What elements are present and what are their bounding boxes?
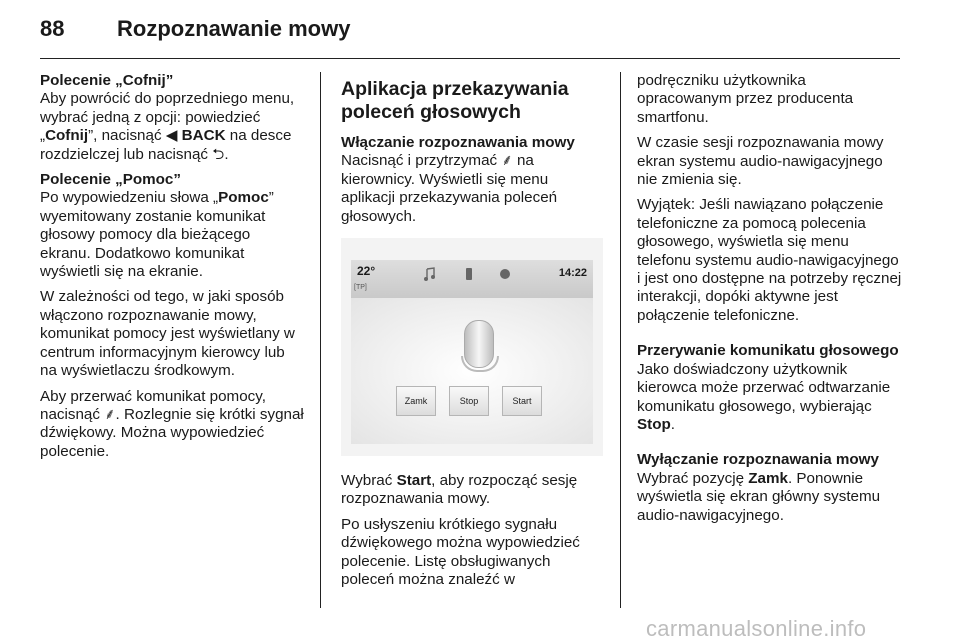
screen-main-area [351,298,593,444]
przerywanie-text: Jako doświadczony użytkownik kierowca może przerwać odtwarzanie komunikatu głosowego, wybierając Stop. [637,360,891,433]
wylaczanie-text: Wybrać pozycję Zamk. Ponownie wyświetla się ekran główny systemu audio-nawigacyjnego. [637,469,881,524]
zamk-button[interactable]: Zamk [396,386,436,416]
right-paragraph-1: podręczniku użytkownika opracowanym przez producenta smartfonu. [637,72,854,126]
pomoc-keyword: Pomoc [218,189,269,207]
pomoc-paragraph-3: Aby przerwać komunikat pomocy, nacisnąć ⸙. Rozlegnie się krótki sygnał dźwiękowy. Można wypowiedzieć polecenie. [40,387,304,460]
back-key-label: ◀ BACK [165,127,226,145]
music-note-icon [423,267,435,281]
wlaczanie-heading: Włączanie rozpoznawania mowy [341,134,575,151]
right-paragraph-3: Wyjątek: Jeśli nawiązano połączenie telefoniczne za pomocą polecenia głosowego, wyświetla się menu telefonu systemu audio-nawigacyjnego i jest ono dostępne na potrzeby ręcznej interakcji, dopóki aktywne jest połączenie telefoniczne. [637,196,902,324]
pomoc-heading: Polecenie „Pomoc” [40,171,181,189]
column-left [40,72,304,468]
right-paragraph-2: W czasie sesji rozpoznawania mowy ekran systemu audio-nawigacyjnego nie zmienia się. [637,134,884,189]
section-title: Aplikacja przekazywania poleceń głosowych [341,78,569,123]
przerywanie-heading: Przerywanie komunikatu głosowego [637,342,899,360]
cofnij-text: Aby powrócić do poprzedniego menu, wybrać jedną z opcji: powiedzieć „Cofnij”, nacisnąć ◀ BACK na desce rozdzielczej lub nacisnąć ⮌. [40,90,295,163]
start-instruction: Wybrać Start, aby rozpocząć sesję rozpoznawania mowy. [341,472,578,508]
screen-status-bar [351,260,593,299]
zamk-keyword: Zamk [748,469,788,487]
microphone-stand-icon [461,356,499,372]
pomoc-text: Po wypowiedzeniu słowa „Pomoc” wyemitowany zostanie komunikat głosowy pomocy dla bieżącego ekranu. Dodatkowo komunikat wyświetli się na ekranie. [40,189,274,281]
cofnij-keyword: Cofnij [45,127,89,145]
phone-icon [463,267,475,281]
page-header [40,14,900,54]
watermark: carmanualsonline.info [646,616,867,641]
stop-keyword: Stop [637,415,671,433]
column-right [637,72,903,532]
column-middle [341,78,603,596]
page-number: 88 [40,16,65,41]
screen-temperature: 22° [357,264,376,279]
wlaczanie-text: Nacisnąć i przytrzymać ⸙ na kierownicy. Wyświetli się menu aplikacji przekazywania poleceń głosowych. [341,152,558,225]
page-title: Rozpoznawanie mowy [117,16,351,41]
start-button[interactable]: Start [502,386,542,416]
header-divider [40,58,900,59]
cofnij-heading: Polecenie „Cofnij” [40,72,174,89]
pomoc-paragraph-2: W zależności od tego, w jaki sposób włączono rozpoznawanie mowy, komunikat pomocy jest wyświetlany w centrum informacyjnym kierowcy lub na wyświetlaczu środkowym. [40,288,295,380]
column-divider-2 [620,72,621,608]
middle-paragraph-2: Po usłyszeniu krótkiego sygnału dźwiękowego można wypowiedzieć polecenie. Listę obsługiwanych poleceń można znaleźć w [341,515,580,589]
screen-tp-indicator: [TP] [354,284,367,292]
screen-clock: 14:22 [558,267,587,280]
infotainment-screen-image [341,238,603,456]
globe-icon [499,267,511,281]
start-keyword: Start [396,472,432,490]
wylaczanie-heading: Wyłączanie rozpoznawania mowy [637,451,879,469]
column-divider-1 [320,72,321,608]
stop-button[interactable]: Stop [449,386,489,416]
